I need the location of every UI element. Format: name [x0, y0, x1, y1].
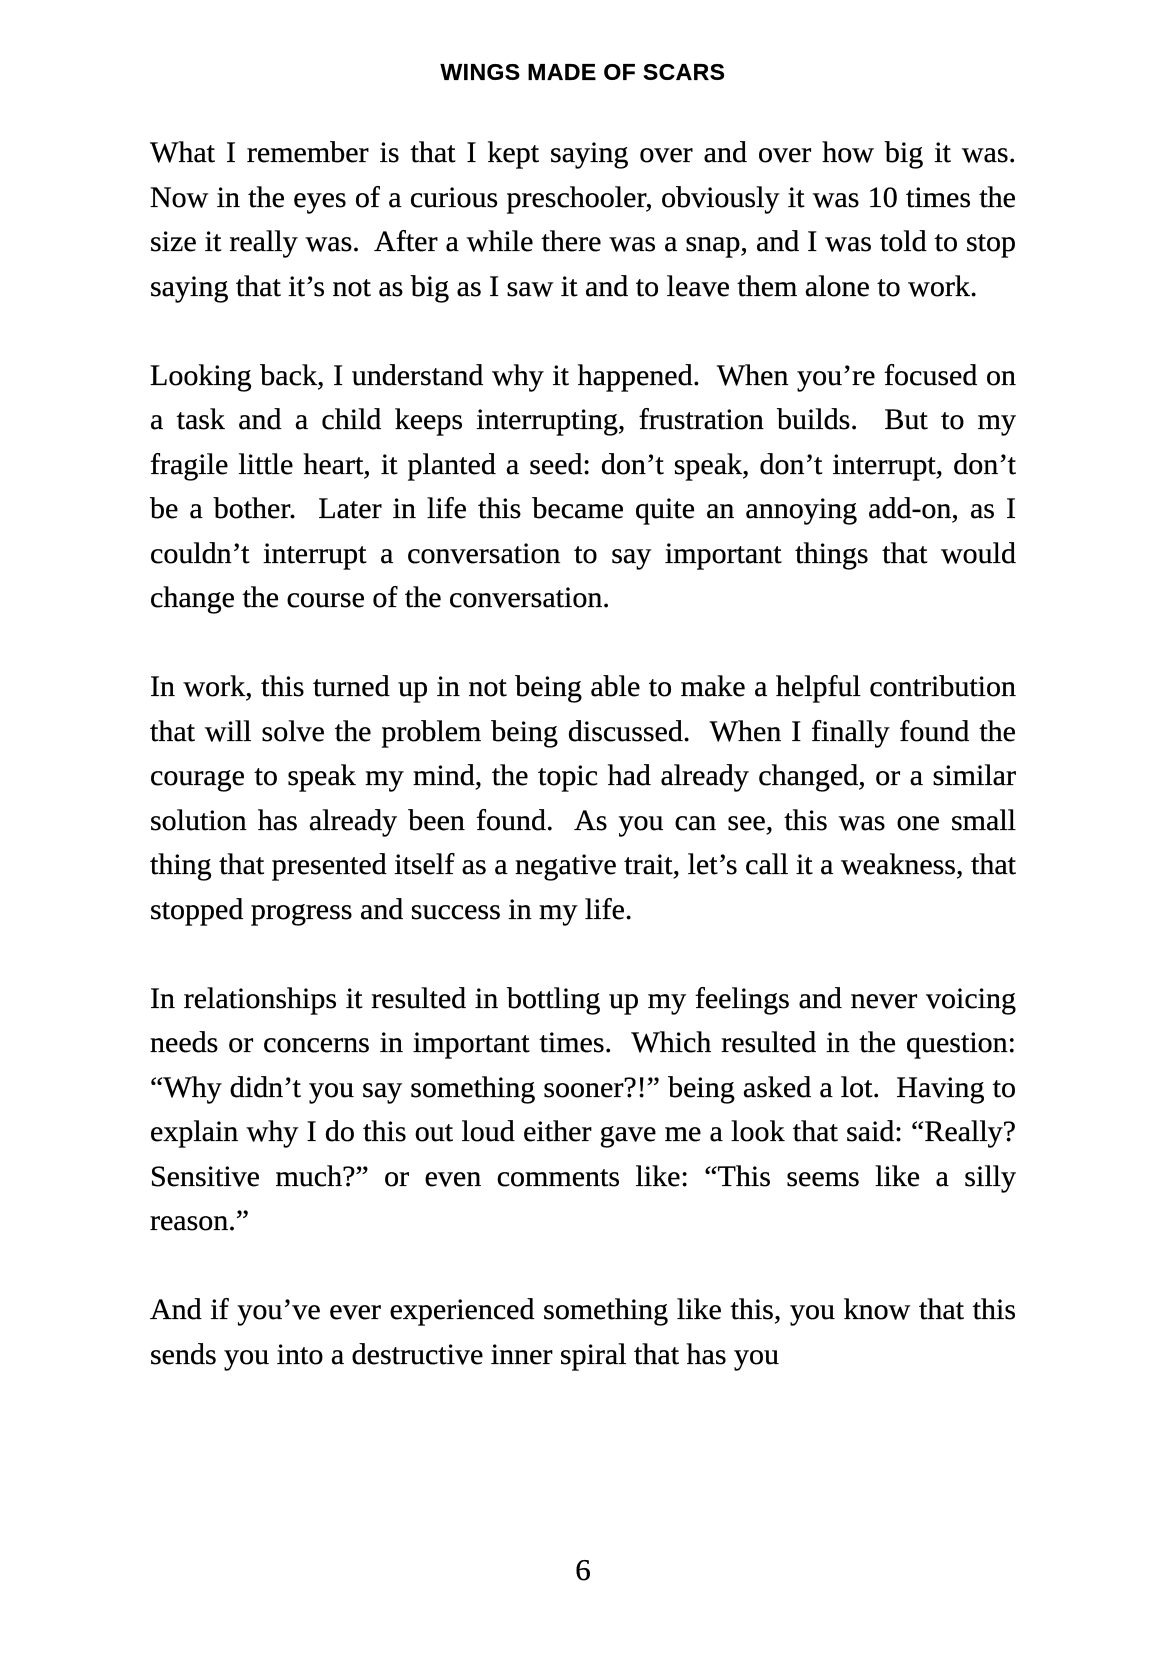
running-header: WINGS MADE OF SCARS: [440, 59, 726, 85]
paragraph: What I remember is that I kept saying over and over how big it was. Now in the eyes of a curious preschooler, obviously it was 10 times the size it really was. After a while there was a snap, and I was told to stop saying that it’s not as big as I saw it and to leave them alone to work.: [150, 136, 1031, 303]
paragraph: Looking back, I understand why it happened. When you’re focused on a task and a child keeps interrupting, frustration builds. But to my fragile little heart, it planted a seed: don’t speak, don’t interrupt, don’t be a bother. Later in life this became quite an annoying add-on, as I couldn’t interrupt a conversation to say important things that would change the course of the conversation.: [150, 358, 1024, 614]
paragraph: And if you’ve ever experienced something like this, you know that this sends you into a destructive inner spiral that has you: [150, 1293, 1024, 1371]
paragraph: In work, this turned up in not being able to make a helpful contribution that will solve the problem being discussed. When I finally found the courage to speak my mind, the topic had already changed, or a similar solution has already been found. As you can see, this was one small thing that presented itself as a negative trait, let’s call it a weakness, that stopped progress and success in my life.: [150, 670, 1024, 926]
page-number: 6: [575, 1552, 591, 1587]
page-body: [150, 131, 1031, 1377]
paragraph: In relationships it resulted in bottling up my feelings and never voicing needs or concerns in important times. Which resulted in the question: “Why didn’t you say something sooner?!” being asked a lot. Having to explain why I do this out loud either gave me a look that said: “Really? Sensitive much?” or even comments like: “This seems like a silly reason.”: [150, 981, 1031, 1237]
